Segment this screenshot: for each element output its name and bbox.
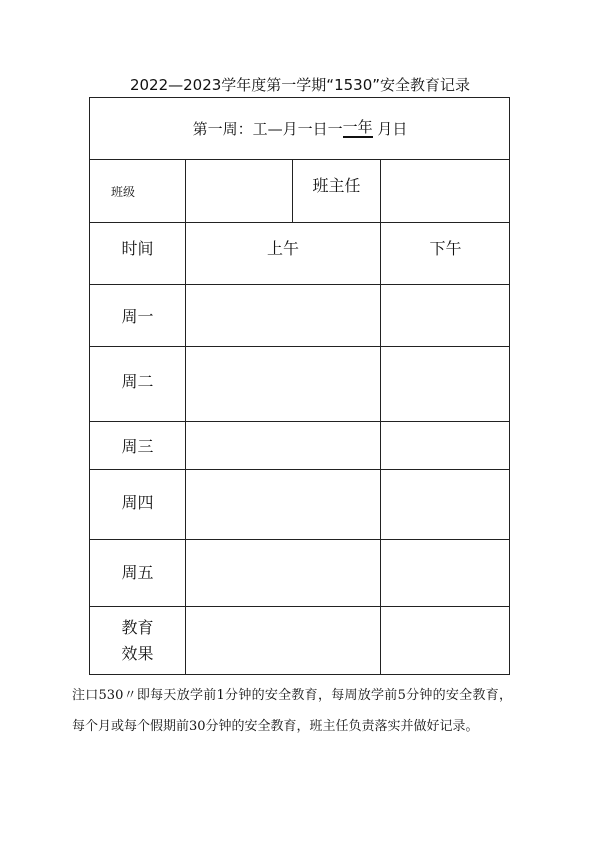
header-afternoon: 下午 — [429, 238, 462, 258]
effect-label-line2: 效果 — [121, 644, 154, 663]
fri-morning-cell[interactable] — [186, 540, 380, 606]
day-label-wed: 周三 — [121, 437, 154, 456]
week-heading — [90, 98, 510, 159]
teacher-label: 班主任 — [312, 175, 361, 195]
tue-afternoon-cell[interactable] — [381, 347, 510, 421]
class-label: 班级 — [110, 184, 135, 199]
fri-afternoon-cell[interactable] — [381, 540, 510, 606]
effect-label — [90, 607, 185, 675]
week-suffix: 月日 — [372, 120, 408, 138]
class-field[interactable] — [186, 160, 292, 222]
thu-morning-cell[interactable] — [186, 470, 380, 539]
footnote: 注口530〃即每天放学前1分钟的安全教育，每周放学前5分钟的安全教育，每个月或每个假期前30分钟的安全教育，班主任负责落实并做好记录。 — [72, 688, 512, 734]
teacher-field[interactable] — [381, 160, 510, 222]
teacher-label-cell — [293, 160, 380, 208]
header-morning: 上午 — [266, 238, 299, 258]
wed-morning-cell[interactable] — [186, 422, 380, 469]
week-prefix: 第一周：工—月一日一 — [192, 120, 343, 138]
day-label-tue: 周二 — [121, 371, 154, 391]
day-label-mon: 周一 — [121, 307, 154, 326]
week-year: 一年 — [342, 118, 373, 137]
mon-afternoon-cell[interactable] — [381, 285, 510, 346]
effect-label-line1: 教育 — [121, 618, 154, 637]
mon-morning-cell[interactable] — [186, 285, 380, 346]
wed-afternoon-cell[interactable] — [381, 422, 510, 469]
effect-afternoon-cell[interactable] — [381, 607, 510, 675]
thu-afternoon-cell[interactable] — [381, 470, 510, 539]
record-table — [89, 97, 510, 675]
day-label-fri: 周五 — [121, 562, 154, 582]
header-time: 时间 — [121, 238, 154, 258]
class-label-cell — [90, 160, 135, 222]
effect-morning-cell[interactable] — [186, 607, 380, 675]
document-title: 2022—2023学年度第一学期“1530”安全教育记录 — [129, 76, 471, 94]
day-label-thu: 周四 — [121, 493, 154, 512]
tue-morning-cell[interactable] — [186, 347, 380, 421]
